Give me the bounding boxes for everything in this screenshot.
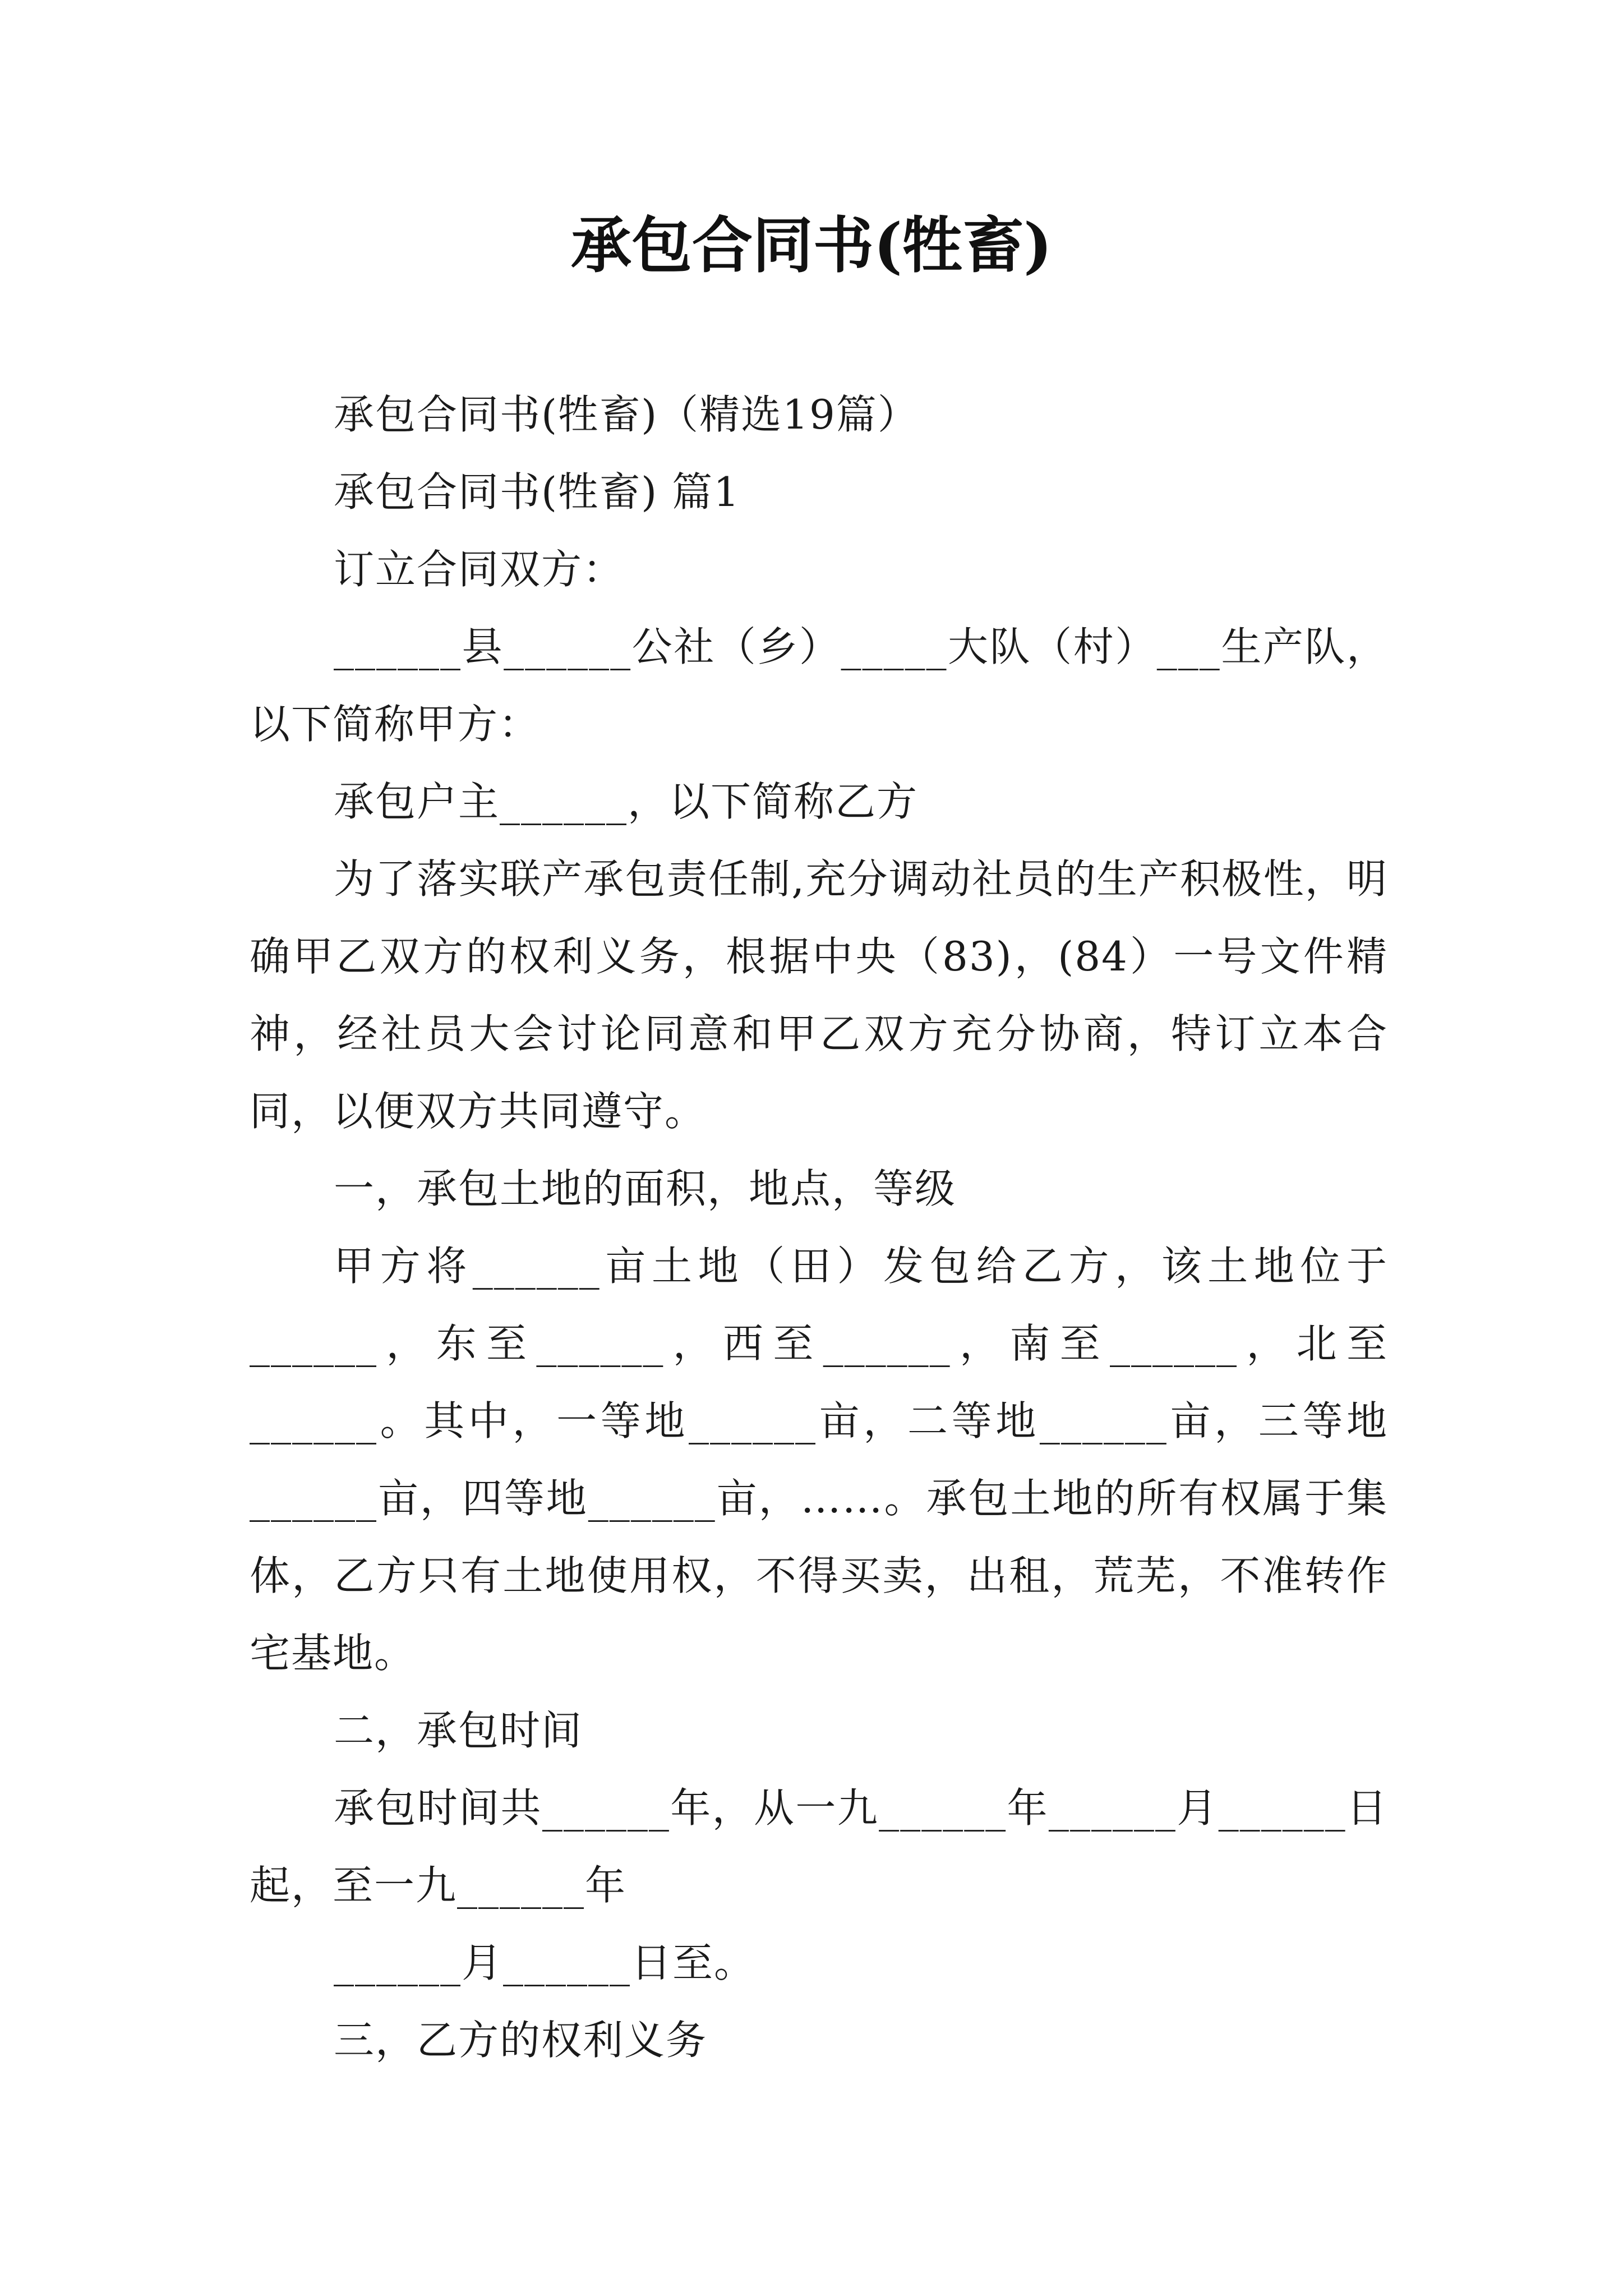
section-heading-land: 一，承包土地的面积，地点，等级	[334, 1165, 957, 1212]
paragraph-parties-label: 订立合同双方：	[334, 546, 625, 593]
paragraph-party-a: ______县______公社（乡）_____大队（村）___生产队，以下简称甲方：	[250, 623, 1388, 748]
document-title: 承包合同书(牲畜)	[570, 210, 1053, 281]
paragraph-chapter-heading: 承包合同书(牲畜) 篇1	[334, 468, 740, 516]
paragraph-collection-heading: 承包合同书(牲畜)（精选19篇）	[334, 391, 919, 438]
paragraph-land-details: 甲方将______亩土地（田）发包给乙方，该土地位于______，东至______，西至______，南至______，北至______。其中，一等地______亩，二等地______亩，三等地______亩，四等地______亩，……。承包土地的所有权属于集体，乙方只有土地使用权，不得买卖，出租，荒芜，不准转作宅基地。	[250, 1243, 1388, 1677]
section-heading-rights: 三，乙方的权利义务	[334, 2017, 708, 2064]
document-body	[250, 376, 1388, 2079]
paragraph-term-end: ______月______日至。	[334, 1939, 756, 1986]
paragraph-purpose: 为了落实联产承包责任制,充分调动社员的生产积极性，明确甲乙双方的权利义务，根据中央（83)，(84）一号文件精神，经社员大会讨论同意和甲乙双方充分协商，特订立本合同，以便双方共同遵守。	[250, 855, 1388, 1135]
paragraph-term-start: 承包时间共______年，从一九______年______月______日起，至一九______年	[250, 1784, 1388, 1909]
paragraph-party-b: 承包户主______，以下简称乙方	[334, 778, 919, 825]
section-heading-term: 二，承包时间	[334, 1707, 583, 1754]
